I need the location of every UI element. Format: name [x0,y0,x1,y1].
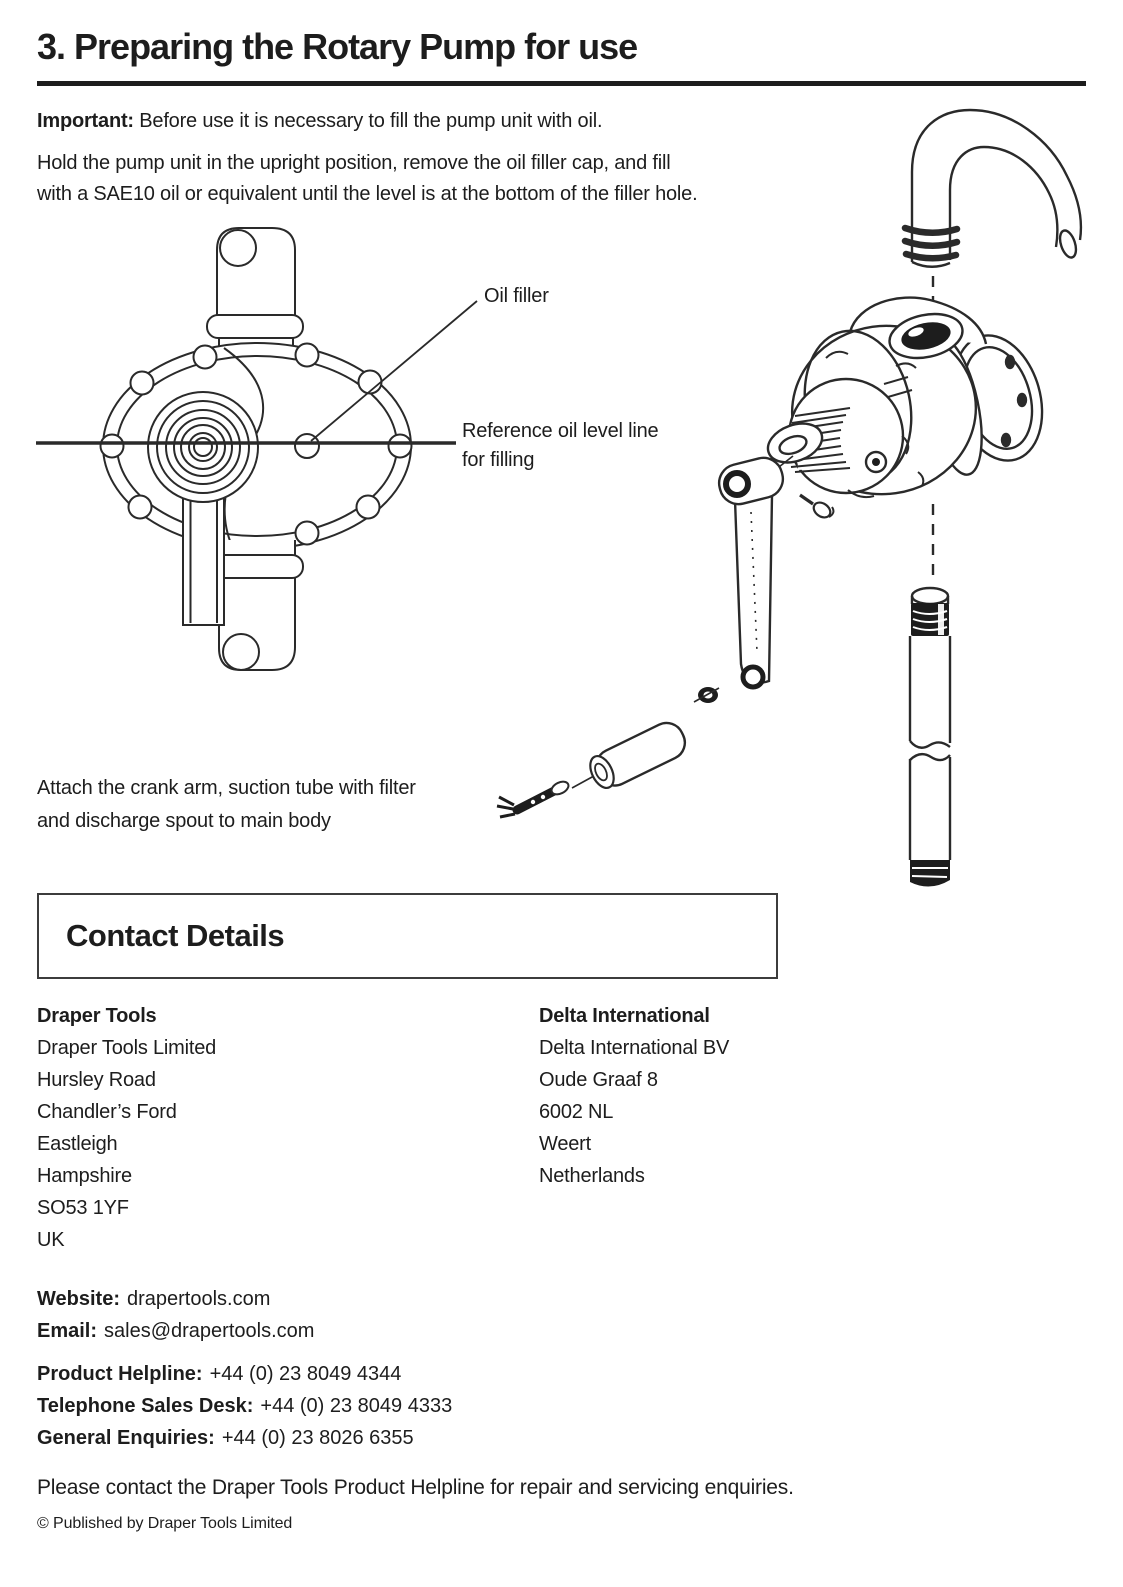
website-value: drapertools.com [126,1288,271,1310]
phone-label: Telephone Sales Desk: [37,1395,254,1417]
phone-row-sales-desk [37,1390,452,1422]
address-line: Draper Tools Limited [37,1037,217,1059]
address-line: SO53 1YF [37,1197,129,1219]
website-label: Website: [37,1288,120,1310]
fill-instructions-line1: Hold the pump unit in the upright position, remove the oil filler cap, and fill [37,152,671,174]
phone-row-product-helpline [37,1358,452,1390]
address-line: Hampshire [37,1165,132,1187]
reference-label-line2: for filling [462,449,535,471]
page-title: 3. Preparing the Rotary Pump for use [37,26,638,67]
address-delta-international [539,1000,729,1192]
phone-value: +44 (0) 23 8049 4333 [260,1395,453,1417]
discharge-spout [905,110,1081,267]
contact-details-title: Contact Details [66,918,285,953]
web-contact-block [37,1283,314,1347]
email-row [37,1315,314,1347]
important-text: Before use it is necessary to fill the pump unit with oil. [139,110,603,132]
address-line: 6002 NL [539,1101,614,1123]
exploded-view [497,110,1081,887]
pump-front-view [36,228,477,670]
address-heading: Delta International [539,1005,710,1027]
fill-instructions-line2: with a SAE10 oil or equivalent until the level is at the bottom of the filler hole. [37,183,698,205]
address-line: Chandler’s Ford [37,1101,177,1123]
title-rule [37,81,1086,86]
diagram-area [0,100,1123,890]
email-value: sales@drapertools.com [104,1320,315,1342]
phone-value: +44 (0) 23 8026 6355 [221,1427,414,1449]
address-line: UK [37,1229,65,1251]
helpline-note: Please contact the Draper Tools Product Helpline for repair and servicing enquiries. [37,1476,794,1499]
pump-main-body [763,298,1056,506]
address-heading: Draper Tools [37,1005,157,1027]
crank-arm [497,454,833,817]
website-row [37,1283,314,1315]
address-line: Eastleigh [37,1133,118,1155]
important-label: Important: [37,110,134,132]
phone-value: +44 (0) 23 8049 4344 [209,1363,402,1385]
reference-label-line1: Reference oil level line [462,420,659,442]
address-line: Oude Graaf 8 [539,1069,658,1091]
address-line: Hursley Road [37,1069,156,1091]
phone-label: Product Helpline: [37,1363,203,1385]
attach-instructions-line2: and discharge spout to main body [37,810,331,832]
contact-details-box [37,893,778,979]
address-draper-tools [37,1000,216,1256]
address-line: Weert [539,1133,591,1155]
suction-tube [910,588,950,887]
attach-instructions-line1: Attach the crank arm, suction tube with filter [37,777,416,799]
publisher-line: © Published by Draper Tools Limited [37,1515,293,1532]
address-line: Netherlands [539,1165,645,1187]
oil-filler-label: Oil filler [484,285,549,307]
email-label: Email: [37,1320,98,1342]
phone-label: General Enquiries: [37,1427,215,1449]
retaining-screw [800,495,813,504]
phone-row-general-enquiries [37,1422,452,1454]
address-line: Delta International BV [539,1037,730,1059]
reference-oil-level-label [462,417,658,475]
phone-contact-block [37,1358,452,1454]
attach-instructions [37,772,416,838]
